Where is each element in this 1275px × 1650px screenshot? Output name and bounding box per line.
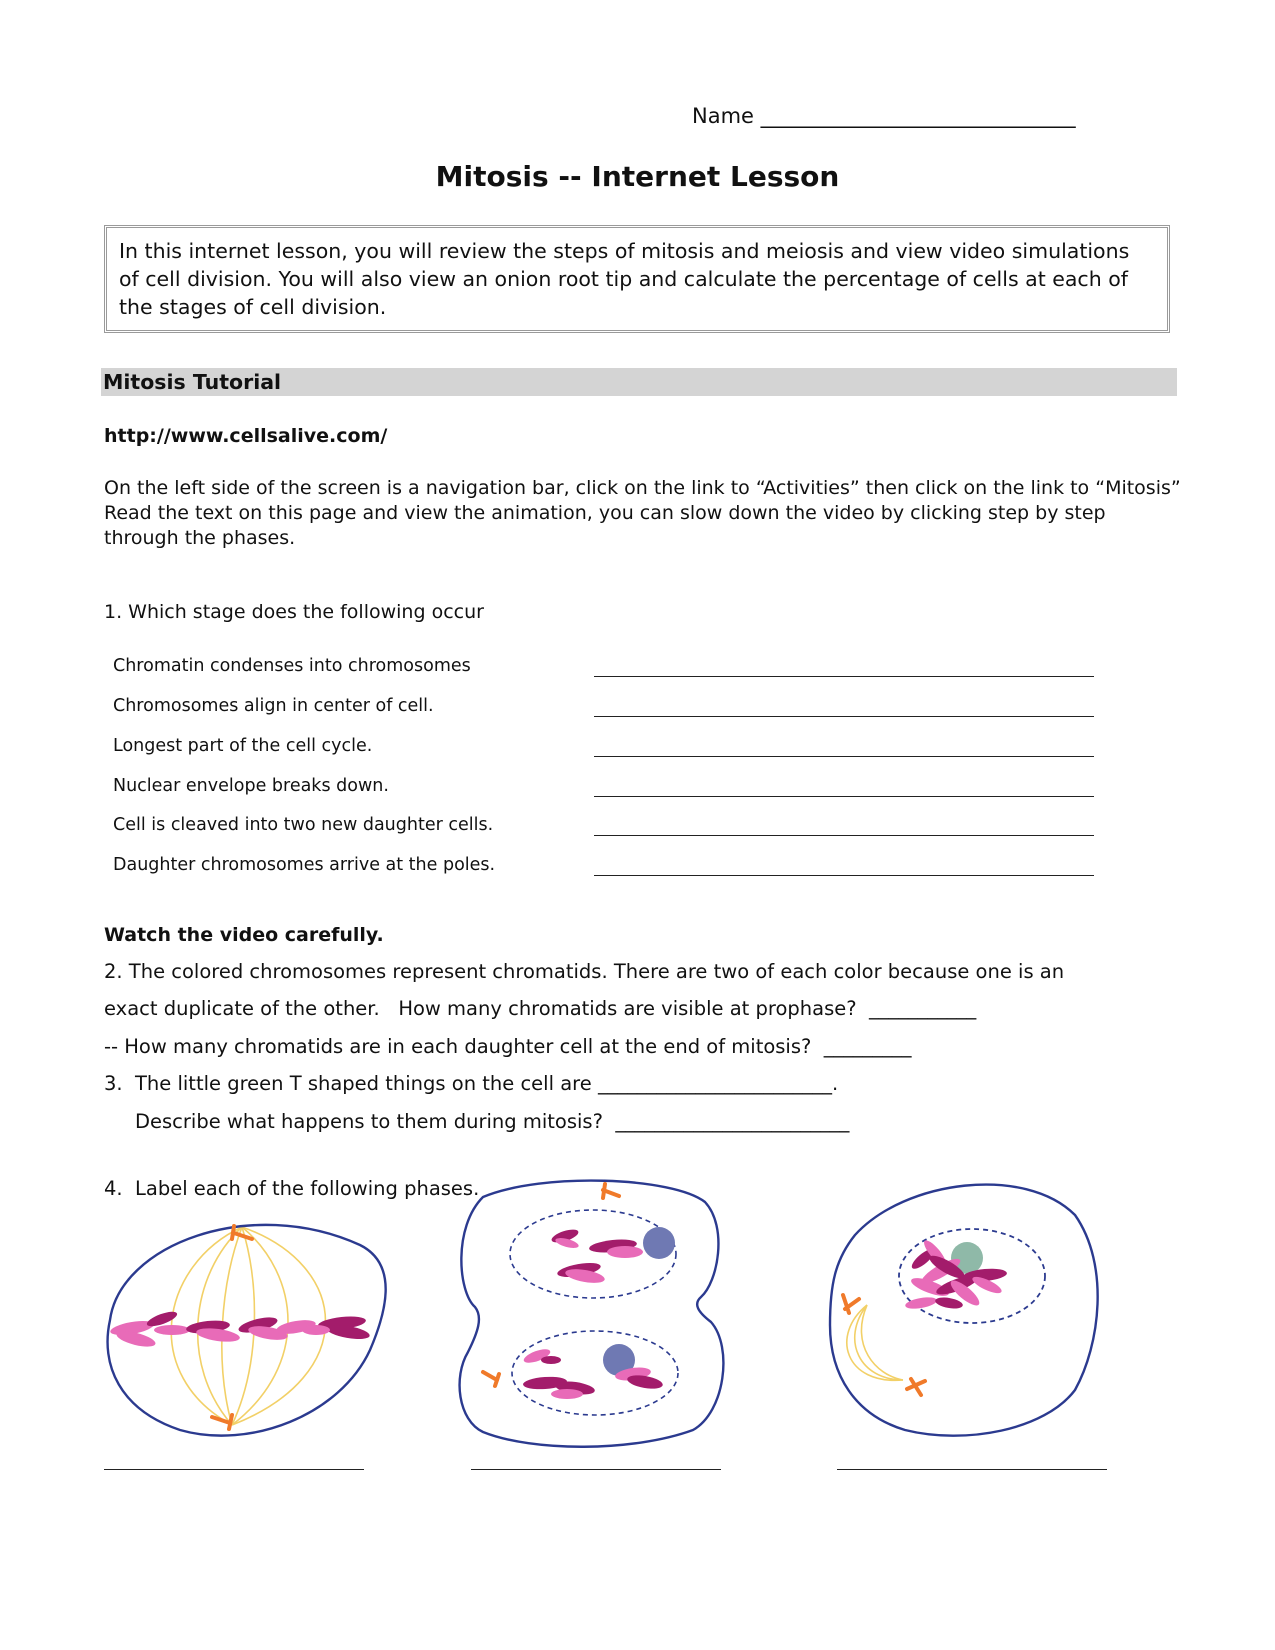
question-2-line-2[interactable]: exact duplicate of the other. How many chromatids are visible at prophase? ___________ [104, 997, 977, 1020]
telophase-cell-illustration [453, 1172, 733, 1447]
question-3-line-2[interactable]: Describe what happens to them during mitosis? ________________________ [104, 1110, 850, 1133]
phase-label-blank[interactable] [837, 1469, 1107, 1470]
intro-text: In this internet lesson, you will review the steps of mitosis and meiosis and view video simulations of cell division. You will also view an onion root tip and calculate the percentage of cells at each of the stages of cell division. [119, 239, 1130, 319]
section-heading: Mitosis Tutorial [101, 368, 1177, 396]
question-2-line-1: 2. The colored chromosomes represent chromatids. There are two of each color because one is an [104, 960, 1065, 983]
phase-label-blank[interactable] [471, 1469, 721, 1470]
stage-item: Nuclear envelope breaks down. [113, 776, 389, 796]
intro-box [104, 225, 1170, 333]
prophase-cell-illustration [825, 1175, 1105, 1445]
question-2-line-3[interactable]: -- How many chromatids are in each daughter cell at the end of mitosis? _________ [104, 1035, 912, 1058]
answer-blank[interactable] [594, 796, 1094, 797]
answer-blank[interactable] [594, 676, 1094, 677]
answer-blank[interactable] [594, 756, 1094, 757]
resource-url[interactable]: http://www.cellsalive.com/ [104, 425, 388, 447]
phase-label-blank[interactable] [104, 1469, 364, 1470]
watch-heading: Watch the video carefully. [104, 924, 384, 946]
name-field[interactable]: Name ______________________________ [692, 104, 1076, 128]
answer-blank[interactable] [594, 875, 1094, 876]
instructions-paragraph: On the left side of the screen is a navigation bar, click on the link to “Activities” then click on the link to “Mitosis” Read the text on this page and view the animation, you can slow down the video by clicking step by step through the phases. [104, 477, 1181, 549]
answer-blank[interactable] [594, 716, 1094, 717]
question-4-prompt: 4. Label each of the following phases. [104, 1177, 480, 1200]
stage-item: Daughter chromosomes arrive at the poles. [113, 855, 496, 875]
stage-item: Longest part of the cell cycle. [113, 736, 373, 756]
metaphase-cell-illustration [100, 1205, 390, 1445]
stage-item: Chromosomes align in center of cell. [113, 696, 434, 716]
question-1-prompt: 1. Which stage does the following occur [104, 601, 484, 623]
stage-item: Cell is cleaved into two new daughter cells. [113, 815, 494, 835]
page-title: Mitosis -- Internet Lesson [435, 160, 840, 193]
answer-blank[interactable] [594, 835, 1094, 836]
question-3-line-1[interactable]: 3. The little green T shaped things on the cell are ________________________. [104, 1072, 839, 1095]
stage-item: Chromatin condenses into chromosomes [113, 656, 471, 676]
